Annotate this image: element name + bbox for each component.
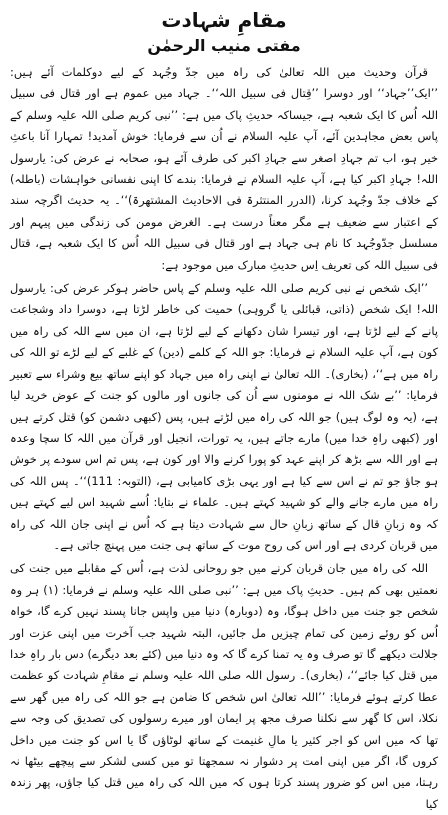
article-body (10, 62, 438, 815)
article-author: مفتی منیب الرحمٰن (147, 36, 301, 55)
article-paragraph: ’’ایک شخص نے نبی کریم صلی اللہ علیہ وسلم کے پاس حاضر ہوکر عرض کی: یارسول اللہ! ایک شخص (ذاتی، قبائلی یا گروہی) حمیت کی خاطر لڑتا ہے، دوسرا داد وشجاعت پانے کے لیے لڑتا ہے، اور تیسرا شان دکھانے کے لیے لڑتا ہے، ان میں سے اللہ کی راہ میں کون ہے، آپ علیہ السلام نے فرمایا: جو اللہ کے کلمے (دین) کے غلبے کے لیے لڑے تو اللہ کی راہ میں ہے‘‘، (بخاری)۔ اللہ تعالیٰ نے اپنی راہ میں جہاد کو اپنے ساتھ بیع وشراء سے تعبیر فرمایا: ’’بے شک اللہ نے مومنوں سے اُن کی جانوں اور مالوں کو جنت کے عوض خرید لیا ہے، (یہ وہ لوگ ہیں) جو اللہ کی راہ میں لڑتے ہیں، پس (کبھی دشمن کو) قتل کرتے ہیں اور (کبھی راہِ خدا میں) مارے جاتے ہیں، یہ تورات، انجیل اور قرآن میں اللہ کا سچا وعدہ ہے اور اللہ سے بڑھ کر اپنے عہد کو پورا کرنے والا اور کون ہے، پس تم اس سودے پر خوش ہو جاؤ جو تم نے اس سے کیا ہے اور یہی بڑی کامیابی ہے، (التوبہ: 111)‘‘۔ پس اللہ کی راہ میں مارے جانے والے کو شہید کہتے ہیں۔ علماء نے بتایا: اُسے شہید اس لیے کہتے ہیں کہ وہ زبانِ قال کے ساتھ زبانِ حال سے شہادت دیتا ہے کہ اُس نے اپنی جان اللہ کی راہ میں قربان کردی ہے اور اس کی روح موت کے ساتھ ہی جنت میں پہنچ جاتی ہے۔ (10, 281, 438, 552)
article-paragraph: قرآن وحدیث میں اللہ تعالیٰ کی راہ میں جدّ وجُہد کے لیے دوکلمات آئے ہیں: ’’ایک’’جہاد‘‘ اور دوسرا ’’قِتال فی سبیل اللہ‘‘۔ جہاد میں عموم ہے اور قتال فی سبیل اللہ اُس کا ایک شعبہ ہے، جیساکہ حدیثِ پاک میں ہے: ’’نبی کریم صلی اللہ علیہ وسلم کے پاس بعض مجاہدین آئے، آپ علیہ السلام نے اُن سے فرمایا: خوش آمدید! تمہارا آنا باعثِ خیر ہو، اب تم جہادِ اصغر سے جہادِ اکبر کی طرف آئے ہو، صحابہ نے عرض کی: یارسول اللہ! جہادِ اکبر کیا ہے، آپ علیہ السلام نے فرمایا: بندے کا اپنی نفسانی خواہشات (باطلہ) کے خلاف جدّ وجُہد کرنا، (الدرر المنتثرۃ فی الاحادیث المشتھرۃ)‘‘۔ یہ حدیث اگرچہ سند کے اعتبار سے ضعیف ہے مگر معناً درست ہے۔ الغرض مومن کی زندگی میں پیہم اور مسلسل جدّوجُہد کا نام ہی جہاد ہے اور قتال فی سبیل اللہ اُس کا ایک شعبہ ہے، قتال فی سبیل اللہ کی تعریف اِس حدیثِ مبارک میں موجود ہے: (10, 65, 438, 272)
article-paragraph: اللہ کی راہ میں جان قربان کرنے میں جو روحانی لذت ہے، اُس کے مقابلے میں جنت کی نعمتیں بھی کم ہیں۔ حدیثِ پاک میں ہے: ’’نبی صلی اللہ علیہ وسلم نے فرمایا: (۱) ہر وہ شخص جو جنت میں داخل ہوگا، وہ (دوبارہ) دنیا میں واپس جانا پسند نہیں کرے گا، خواہ اُس کو روئے زمین کی تمام چیزیں مل جائیں، البتہ شہید جب آخرت میں اپنی عزت اور جلالت دیکھے گا تو صرف وہ یہ تمنا کرے گا کہ وہ دنیا میں (کئے بعد دیگرے) دس بار راہِ خدا میں قتل کیا جائے‘‘، (بخاری)۔ رسول اللہ صلی اللہ علیہ وسلم نے مقامِ شہادت کو عظمت عطا کرتے ہوئے فرمایا: ’’اللہ تعالیٰ اس شخص کا ضامن ہے جو اللہ کی راہ میں گھر سے نکلا، اس کا گھر سے نکلنا صرف مجھ پر ایمان اور میرے رسولوں کی تصدیق کی وجہ سے تھا کہ میں اس کو اجر کثیر یا مالِ غنیمت کے ساتھ لوٹاؤں گا یا اس کو جنت میں داخل کروں گا، اگر میں اپنی امت پر دشوار نہ سمجھتا تو میں کسی لشکر سے پیچھے بیٹھا نہ رہتا، میں اس کو ضرور پسند کرتا ہوں کہ میں اللہ کی راہ میں قتل کیا جاؤں، پھر زندہ کیا (10, 561, 438, 811)
article-title: مقامِ شہادت (161, 8, 287, 32)
